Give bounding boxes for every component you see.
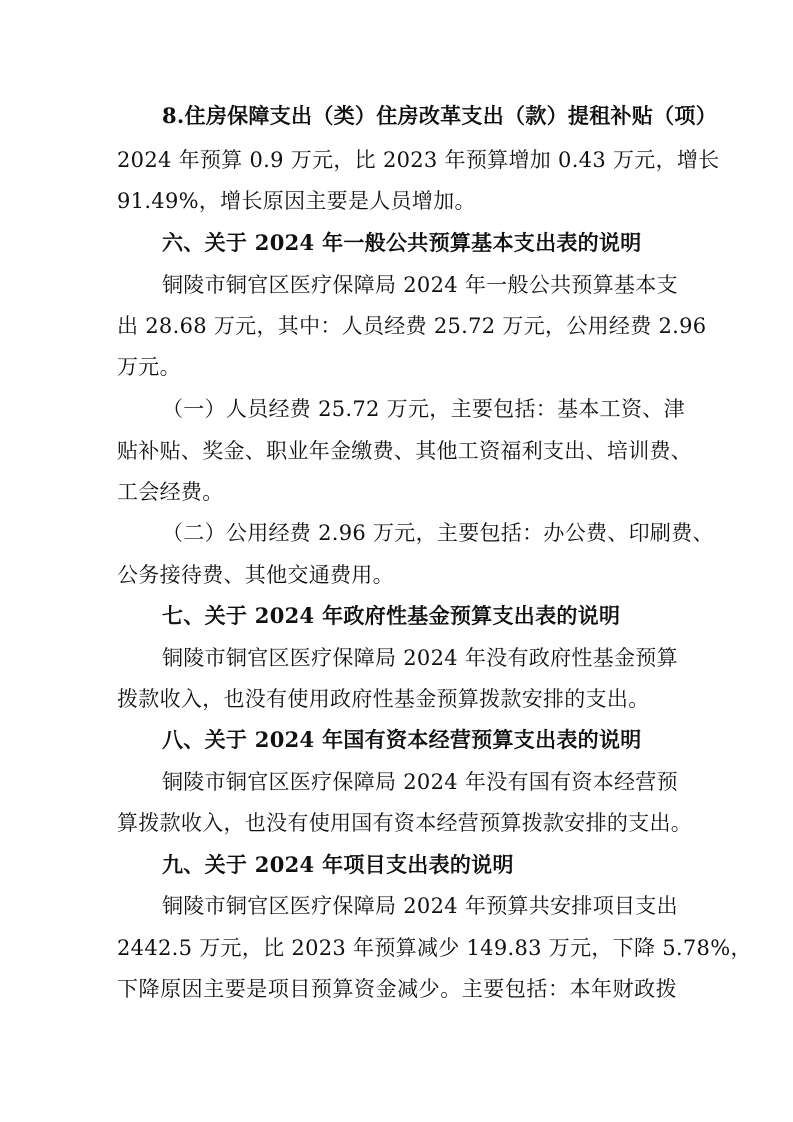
paragraph-line: （二）公用经费 2.96 万元，主要包括：办公费、印刷费、 [162,521,714,545]
section-heading-seven: 七、关于 2024 年政府性基金预算支出表的说明 [162,603,621,628]
section-heading-eight: 八、关于 2024 年国有资本经营预算支出表的说明 [162,727,642,752]
paragraph-line: 公务接待费、其他交通费用。 [117,563,394,587]
paragraph-line: 下降原因主要是项目预算资金减少。主要包括：本年财政拨 [117,977,677,1001]
section-heading-nine: 九、关于 2024 年项目支出表的说明 [162,852,514,877]
paragraph-line: 铜陵市铜官区医疗保障局 2024 年预算共安排项目支出 [162,894,678,918]
paragraph-line: 铜陵市铜官区医疗保障局 2024 年一般公共预算基本支 [162,273,678,297]
section-heading-six: 六、关于 2024 年一般公共预算基本支出表的说明 [162,230,642,255]
paragraph-line: 工会经费。 [117,480,224,504]
paragraph-line: 贴补贴、奖金、职业年金缴费、其他工资福利支出、培训费、 [117,439,693,463]
paragraph-line: 算拨款收入，也没有使用国有资本经营预算拨款安排的支出。 [117,811,693,835]
paragraph-line: 2442.5 万元，比 2023 年预算减少 149.83 万元，下降 5.78%， [117,936,752,960]
paragraph-line: 91.49%，增长原因主要是人员增加。 [117,189,476,213]
paragraph-line: 铜陵市铜官区医疗保障局 2024 年没有政府性基金预算 [162,646,678,670]
section-heading-housing-subsidy: 8.住房保障支出（类）住房改革支出（款）提租补贴（项） [162,103,718,128]
paragraph-line: （一）人员经费 25.72 万元，主要包括：基本工资、津 [162,397,685,421]
paragraph-line: 拨款收入，也没有使用政府性基金预算拨款安排的支出。 [117,687,650,711]
paragraph-line: 万元。 [117,355,181,379]
paragraph-line: 出 28.68 万元，其中：人员经费 25.72 万元，公用经费 2.96 [117,314,707,338]
paragraph-line: 2024 年预算 0.9 万元，比 2023 年预算增加 0.43 万元，增长 [117,148,720,172]
paragraph-line: 铜陵市铜官区医疗保障局 2024 年没有国有资本经营预 [162,770,678,794]
